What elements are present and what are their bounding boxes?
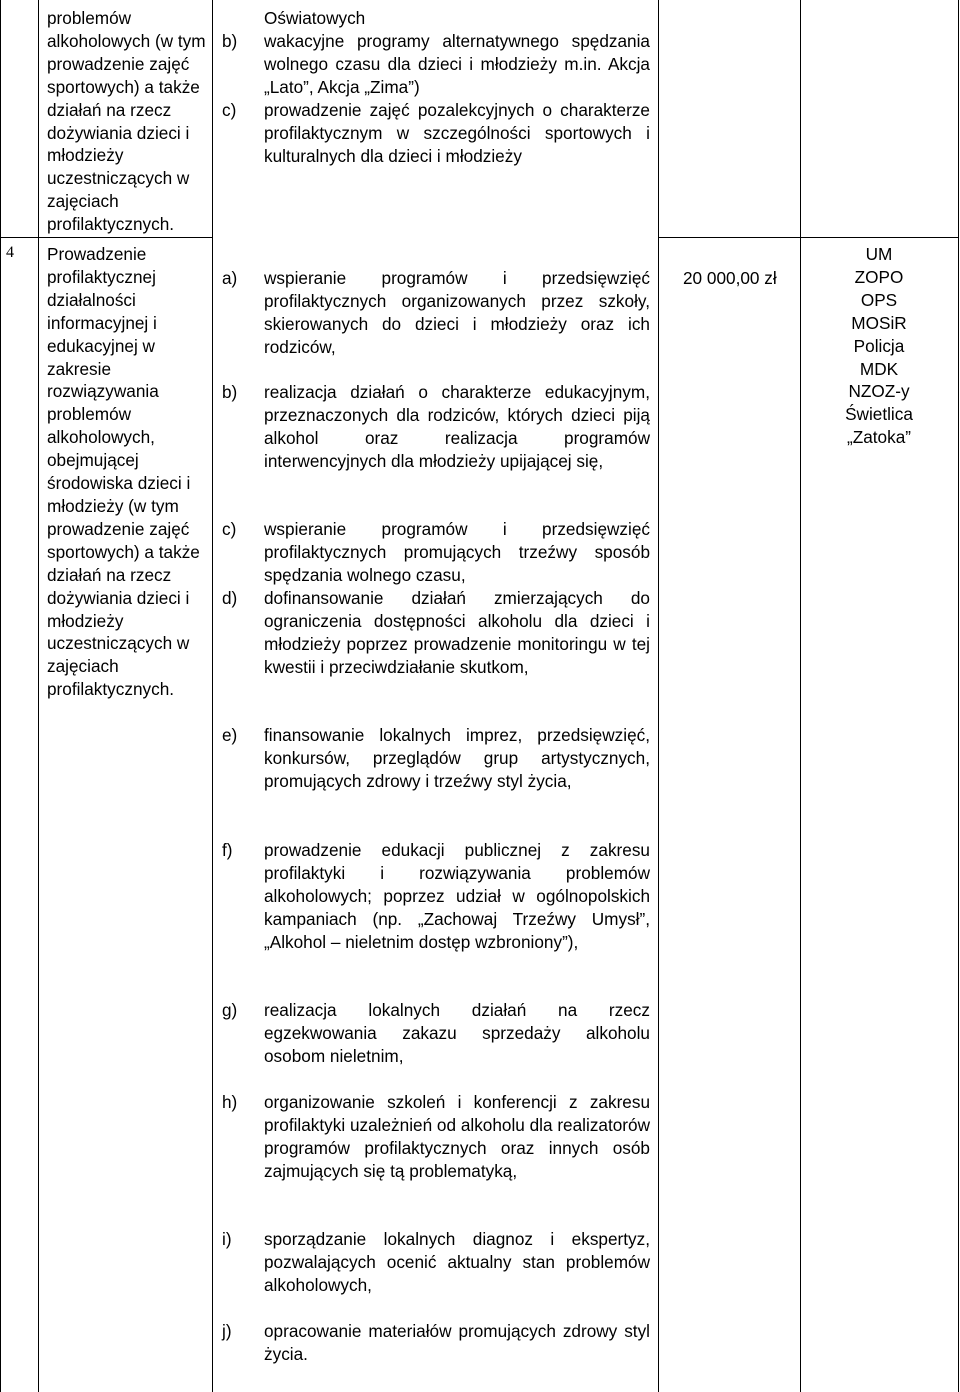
item-text: sporządzanie lokalnych diagnoz i ekspertyz, pozwalających ocenić aktualny stan problemów alkoholowych, — [264, 1229, 650, 1295]
budget-amount: 20 000,00 zł — [683, 268, 777, 288]
item-text: wspieranie programów i przedsięwzięć profilaktycznych organizowanych przez szkoły, skierowanych do dzieci i młodzieży oraz ich rodziców, — [264, 268, 650, 357]
item-text: prowadzenie edukacji publicznej z zakresu profilaktyki i rozwiązywania problemów alkoholowych; poprzez udział w ogólnopolskich kampaniach (np. „Zachowaj Trzeźwy Umysł”, „Alkohol – nieletnim dostęp wzbroniony”), — [264, 840, 650, 952]
row-number: 4 — [6, 244, 14, 261]
activity-item-j — [222, 1320, 650, 1366]
item-label: e) — [222, 725, 238, 745]
item-text: wspieranie programów i przedsięwzięć profilaktycznych promujących trzeźwy sposób spędzania wolnego czasu, — [264, 519, 650, 585]
activity-item-c — [222, 518, 650, 587]
activity-item-f — [222, 839, 650, 954]
table-border-col4 — [658, 0, 659, 1392]
task-description-continued: problemów alkoholowych (w tym prowadzenie zajęć sportowych) a także działań na rzecz dożywiania dzieci i młodzieży uczestniczących w zajęciach profilaktycznych. — [47, 8, 206, 235]
item-label: b) — [222, 382, 238, 402]
item-text: prowadzenie zajęć pozalekcyjnych o charakterze profilaktycznym w szczególności sportowych i kulturalnych dla dzieci i młodzieży — [264, 100, 650, 166]
institution: „Zatoka” — [847, 427, 911, 448]
item-text: wakacyjne programy alternatywnego spędzania wolnego czasu dla dzieci i młodzieży m.in. Akcja „Lato”, Akcja „Zima”) — [264, 31, 650, 97]
item-label: g) — [222, 1000, 238, 1020]
activity-item-b — [222, 381, 650, 473]
institution: OPS — [860, 289, 898, 310]
item-label: f) — [222, 840, 233, 860]
institutions-list — [800, 243, 958, 449]
row-divider-amount — [658, 237, 959, 238]
row-divider — [0, 237, 212, 238]
institution: ZOPO — [854, 266, 904, 287]
item-label: c) — [222, 100, 237, 120]
item-text: dofinansowanie działań zmierzających do ograniczenia dostępności alkoholu dla dzieci i młodzieży poprzez prowadzenie monitoringu w tej kwestii i przeciwdziałanie skutkom, — [264, 588, 650, 677]
table-border-col5 — [800, 0, 801, 1392]
intro-text: Oświatowych — [264, 8, 366, 28]
item-label: j) — [222, 1321, 232, 1341]
institution: UM — [865, 244, 893, 264]
activity-item-h — [222, 1091, 650, 1183]
institution: Policja — [853, 335, 905, 356]
activity-item-i — [222, 1228, 650, 1297]
item-label: c) — [222, 519, 237, 539]
item-label: h) — [222, 1092, 238, 1112]
table-border-col3 — [212, 0, 213, 1392]
activity-item-b-row1 — [222, 30, 650, 99]
item-label: i) — [222, 1229, 232, 1249]
table-border-right — [958, 0, 959, 1392]
item-text: realizacja lokalnych działań na rzecz egzekwowania zakazu sprzedaży alkoholu osobom nieletnim, — [264, 1000, 650, 1066]
activity-item-d — [222, 587, 650, 679]
item-label: d) — [222, 588, 238, 608]
activity-item-c-row1 — [222, 99, 650, 168]
activity-item-e — [222, 724, 650, 793]
activity-item-a — [222, 267, 650, 359]
institution: Świetlica — [845, 404, 913, 425]
table-border-col2 — [38, 0, 39, 1392]
activity-item-g — [222, 999, 650, 1068]
item-text: organizowanie szkoleń i konferencji z zakresu profilaktyki uzależnień od alkoholu dla realizatorów programów profilaktycznych oraz innych osób zajmujących się tą problematyką, — [264, 1092, 650, 1181]
item-text: finansowanie lokalnych imprez, przedsięwzięć, konkursów, przeglądów grup artystycznych, promujących zdrowy i trzeźwy styl życia, — [264, 725, 650, 791]
item-label: b) — [222, 31, 238, 51]
institution: NZOZ-y — [848, 381, 910, 402]
item-label: a) — [222, 268, 238, 288]
task-description: Prowadzenie profilaktycznej działalności informacyjnej i edukacyjnej w zakresie rozwiązywania problemów alkoholowych, obejmującej środowiska dzieci i młodzieży (w tym prowadzenie zajęć sportowych) a także działań na rzecz dożywiania dzieci i młodzieży uczestniczących w zajęciach profilaktycznych. — [47, 244, 200, 700]
institution: MDK — [859, 358, 899, 379]
institution: MOSiR — [851, 312, 907, 333]
item-text: opracowanie materiałów promujących zdrowy styl życia. — [264, 1321, 650, 1364]
item-text: realizacja działań o charakterze edukacyjnym, przeznaczonych dla rodziców, których dzieci piją alkohol oraz realizacja programów interwencyjnych dla młodzieży upijającej się, — [264, 382, 650, 471]
table-border-left — [0, 0, 1, 1392]
